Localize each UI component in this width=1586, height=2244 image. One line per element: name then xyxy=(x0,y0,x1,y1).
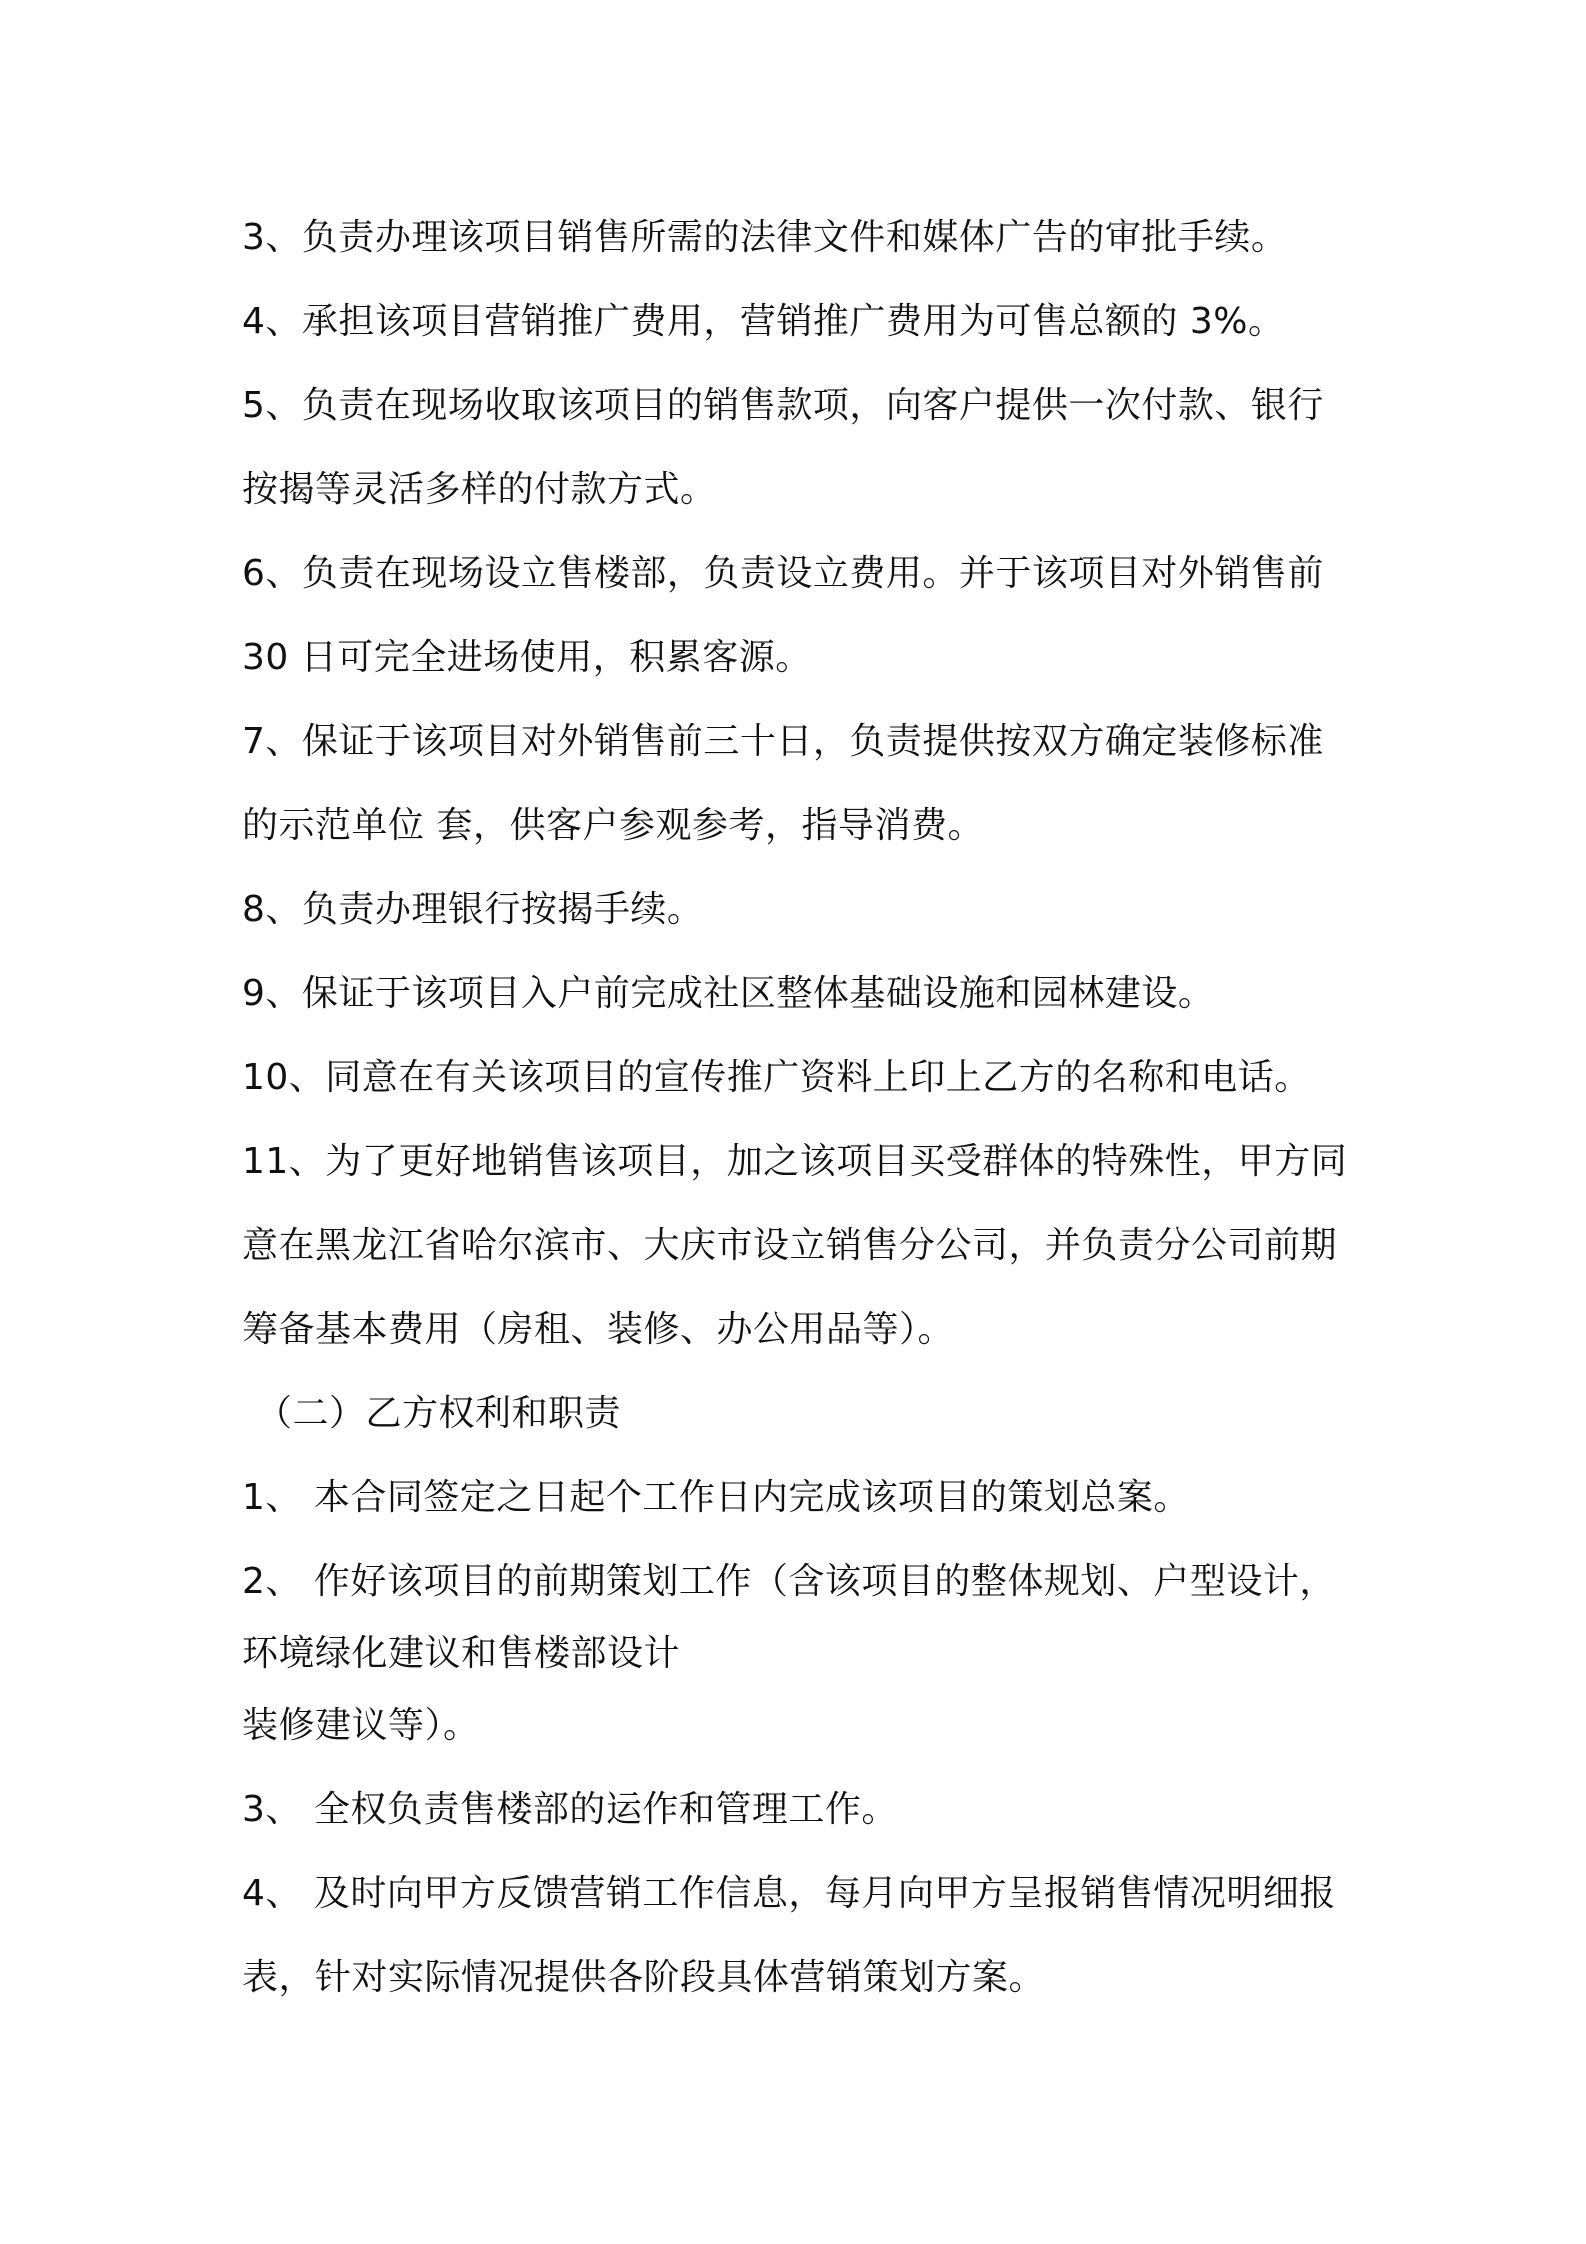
paragraph-line: 3、 全权负责售楼部的运作和管理工作。 xyxy=(242,1789,898,1830)
section-heading: （二）乙方权利和职责 xyxy=(256,1393,622,1434)
paragraph-line: 2、 作好该项目的前期策划工作（含该项目的整体规划、户型设计， xyxy=(242,1561,1336,1602)
paragraph-line: 11、为了更好地销售该项目，加之该项目买受群体的特殊性，甲方同 xyxy=(242,1141,1348,1182)
paragraph-line: 装修建议等）。 xyxy=(242,1705,480,1746)
paragraph-line: 4、 及时向甲方反馈营销工作信息，每月向甲方呈报销售情况明细报 xyxy=(242,1873,1336,1914)
paragraph-line: 意在黑龙江省哈尔滨市、大庆市设立销售分公司，并负责分公司前期 xyxy=(242,1225,1338,1266)
paragraph-line: 9、保证于该项目入户前完成社区整体基础设施和园林建设。 xyxy=(242,973,1215,1014)
paragraph-line: 筹备基本费用（房租、装修、办公用品等）。 xyxy=(242,1309,955,1350)
paragraph-line: 10、同意在有关该项目的宣传推广资料上印上乙方的名称和电话。 xyxy=(242,1057,1311,1098)
paragraph-line: 4、承担该项目营销推广费用，营销推广费用为可售总额的 3%。 xyxy=(242,301,1285,342)
paragraph-line: 8、负责办理银行按揭手续。 xyxy=(242,889,704,930)
paragraph-line: 环境绿化建议和售楼部设计 xyxy=(242,1633,681,1674)
paragraph-line: 按揭等灵活多样的付款方式。 xyxy=(242,469,717,510)
paragraph-line: 30 日可完全进场使用，积累客源。 xyxy=(242,637,812,678)
paragraph-line: 的示范单位 套，供客户参观参考，指导消费。 xyxy=(242,805,984,846)
paragraph-line: 1、 本合同签定之日起个工作日内完成该项目的策划总案。 xyxy=(242,1477,1190,1518)
paragraph-line: 3、负责办理该项目销售所需的法律文件和媒体广告的审批手续。 xyxy=(242,217,1288,258)
paragraph-line: 7、保证于该项目对外销售前三十日，负责提供按双方确定装修标准 xyxy=(242,721,1324,762)
paragraph-line: 6、负责在现场设立售楼部，负责设立费用。并于该项目对外销售前 xyxy=(242,553,1324,594)
paragraph-line: 5、负责在现场收取该项目的销售款项，向客户提供一次付款、银行 xyxy=(242,385,1324,426)
document-page xyxy=(242,196,1362,2020)
paragraph-line: 表，针对实际情况提供各阶段具体营销策划方案。 xyxy=(242,1957,1046,1998)
